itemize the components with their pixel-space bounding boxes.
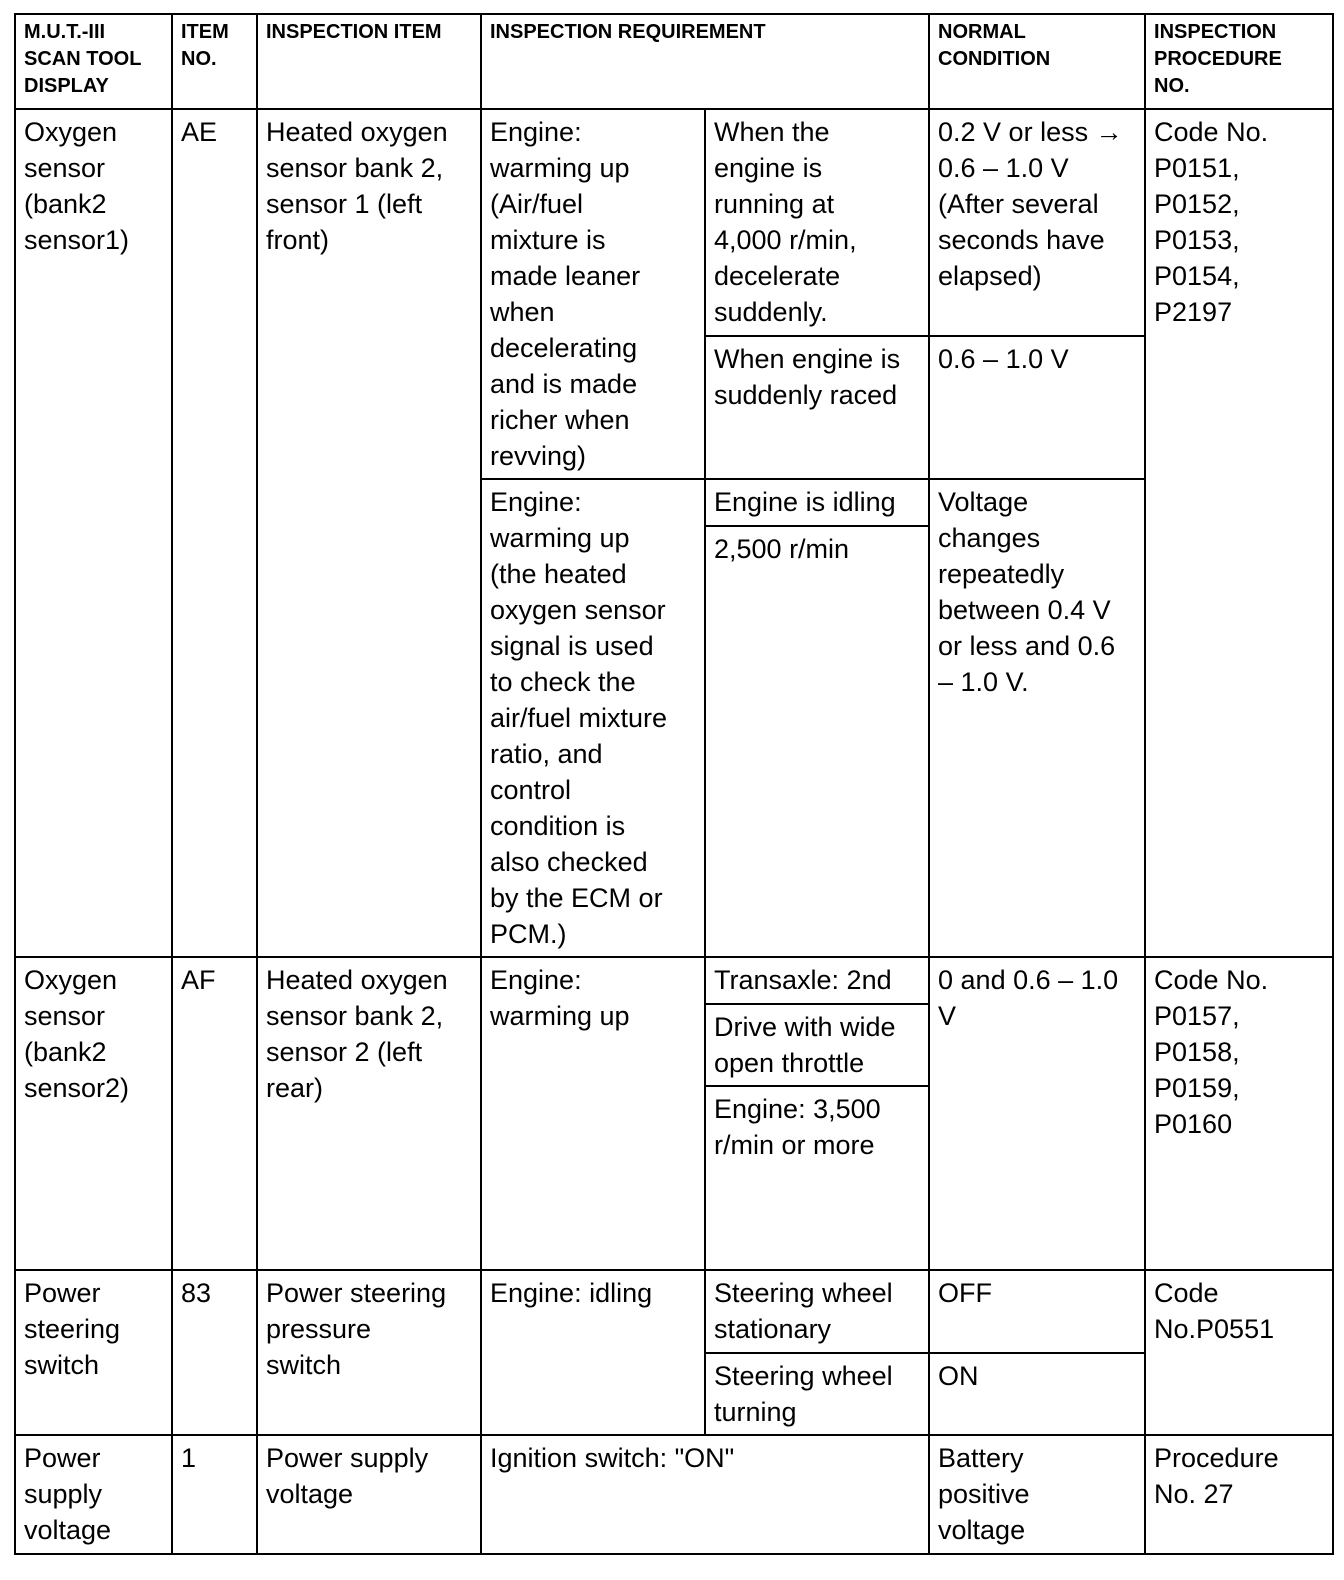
procedure-cell: Procedure No. 27 [1145, 1435, 1333, 1554]
procedure-cell: Code No. P0151, P0152, P0153, P0154, P2197 [1145, 109, 1333, 957]
condition-cell: Engine: 3,500 r/min or more [705, 1086, 929, 1270]
inspection-item-cell: Heated oxygen sensor bank 2, sensor 2 (left rear) [257, 957, 481, 1270]
scan-tool-display-cell: Power supply voltage [15, 1435, 172, 1554]
requirement-cell: Engine: warming up [481, 957, 705, 1270]
condition-cell: When engine is suddenly raced [705, 336, 929, 479]
condition-cell: When the engine is running at 4,000 r/min, decelerate suddenly. [705, 109, 929, 336]
procedure-cell: Code No.P0551 [1145, 1270, 1333, 1435]
procedure-cell: Code No. P0157, P0158, P0159, P0160 [1145, 957, 1333, 1270]
requirement-cell: Engine: warming up (Air/fuel mixture is made leaner when decelerating and is made richer when revving) [481, 109, 705, 479]
normal-condition-cell: ON [929, 1353, 1145, 1435]
scan-tool-display-cell: Oxygen sensor (bank2 sensor2) [15, 957, 172, 1270]
normal-condition-cell: Voltage changes repeatedly between 0.4 V or less and 0.6 – 1.0 V. [929, 479, 1145, 957]
item-no-cell: AF [172, 957, 257, 1270]
scan-tool-display-cell: Power steering switch [15, 1270, 172, 1435]
condition-cell: 2,500 r/min [705, 526, 929, 957]
normal-condition-cell: 0.2 V or less → 0.6 – 1.0 V (After several seconds have elapsed) [929, 109, 1145, 336]
item-no-cell: 83 [172, 1270, 257, 1435]
item-no-cell: AE [172, 109, 257, 957]
table-row [15, 109, 1333, 336]
requirement-cell: Engine: idling [481, 1270, 705, 1435]
condition-cell: Drive with wide open throttle [705, 1004, 929, 1086]
inspection-table [14, 13, 1334, 1555]
condition-cell: Engine is idling [705, 479, 929, 526]
condition-cell: Transaxle: 2nd [705, 957, 929, 1004]
requirement-cell: Ignition switch: "ON" [481, 1435, 929, 1554]
table-row [15, 1270, 1333, 1353]
inspection-item-cell: Power steering pressure switch [257, 1270, 481, 1435]
header-inspection-item: INSPECTION ITEM [257, 14, 481, 109]
condition-cell: Steering wheel turning [705, 1353, 929, 1435]
header-normal-condition: NORMAL CONDITION [929, 14, 1145, 109]
header-inspection-procedure-no: INSPECTION PROCEDURE NO. [1145, 14, 1333, 109]
condition-cell: Steering wheel stationary [705, 1270, 929, 1353]
normal-condition-cell: OFF [929, 1270, 1145, 1353]
header-scan-tool-display: M.U.T.-III SCAN TOOL DISPLAY [15, 14, 172, 109]
item-no-cell: 1 [172, 1435, 257, 1554]
normal-condition-cell: 0 and 0.6 – 1.0 V [929, 957, 1145, 1270]
header-item-no: ITEM NO. [172, 14, 257, 109]
normal-condition-cell: 0.6 – 1.0 V [929, 336, 1145, 479]
table-row [15, 957, 1333, 1004]
scan-tool-display-cell: Oxygen sensor (bank2 sensor1) [15, 109, 172, 957]
header-row [15, 14, 1333, 109]
requirement-cell: Engine: warming up (the heated oxygen sensor signal is used to check the air/fuel mixture ratio, and control condition is also checked by the ECM or PCM.) [481, 479, 705, 957]
table-row [15, 1435, 1333, 1554]
inspection-item-cell: Power supply voltage [257, 1435, 481, 1554]
normal-condition-cell: Battery positive voltage [929, 1435, 1145, 1554]
header-inspection-requirement: INSPECTION REQUIREMENT [481, 14, 929, 109]
inspection-item-cell: Heated oxygen sensor bank 2, sensor 1 (left front) [257, 109, 481, 957]
